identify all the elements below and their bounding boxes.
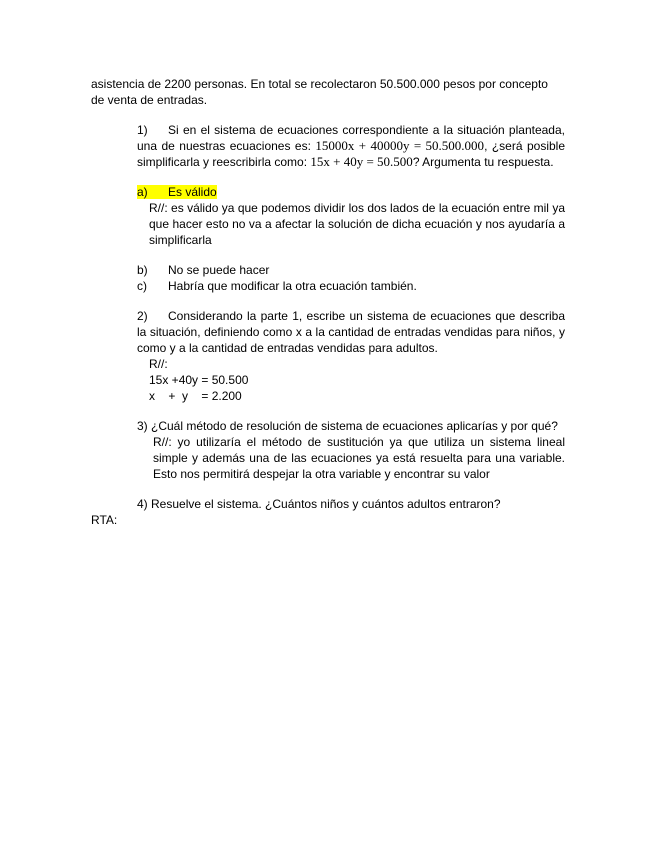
option-c-label: c) (137, 279, 147, 293)
equation-2: x + y = 2.200 (149, 389, 242, 403)
question-1-number: 1) (137, 123, 148, 137)
option-c-text: Habría que modificar la otra ecuación también. (168, 279, 417, 293)
option-a-answer: R//: es válido ya que podemos dividir los dos lados de la ecuación entre mil ya que hacer esto no va a afectar la solución de dicha ecuación y nos ayudaría a simplificarla (149, 201, 565, 247)
document-body (91, 76, 565, 528)
question-3-answer: R//: yo utilizaría el método de sustitución ya que utiliza un sistema lineal simple y además una de las ecuaciones ya está resuelta para una variable. Esto nos permitirá despejar la otra variable y encontrar su valor (153, 435, 565, 481)
option-a-label: a) (137, 185, 148, 199)
question-1-text-c: ? Argumenta tu respuesta. (412, 155, 554, 169)
question-1 (137, 122, 565, 512)
question-1-equation-2: 15x + 40y = 50.500 (310, 154, 413, 169)
equation-1: 15x +40y = 50.500 (149, 373, 249, 387)
question-2-text: Considerando la parte 1, escribe un sistema de ecuaciones que describa la situación, definiendo como x a la cantidad de entradas vendidas para niños, y como y a la cantidad de entradas vendidas para adultos. (137, 309, 565, 355)
intro-line-2: de venta de entradas. (91, 93, 208, 107)
question-2-answer-label: R//: (149, 357, 168, 371)
question-4: 4) Resuelve el sistema. ¿Cuántos niños y cuántos adultos entraron? (137, 497, 501, 511)
option-a-text: Es válido (168, 185, 217, 199)
question-1-text-a: Si en el sistema de ecuaciones correspondiente a la situación planteada, una de nuestras ecuaciones es: (137, 123, 565, 153)
question-2-number: 2) (137, 309, 148, 323)
question-2 (137, 308, 565, 356)
intro-line-1: asistencia de 2200 personas. En total se recolectaron 50.500.000 pesos por concepto (91, 77, 548, 91)
option-b-text: No se puede hacer (168, 263, 270, 277)
rta-label: RTA: (91, 513, 118, 527)
option-a (137, 185, 217, 199)
question-1-text-b: , ¿será posible simplificarla y reescribirla como: (137, 139, 566, 169)
question-1-equation: 15000x + 40000y = 50.500.000 (315, 138, 485, 153)
question-3: 3) ¿Cuál método de resolución de sistema de ecuaciones aplicarías y por qué? (137, 419, 558, 433)
option-b-label: b) (137, 263, 148, 277)
